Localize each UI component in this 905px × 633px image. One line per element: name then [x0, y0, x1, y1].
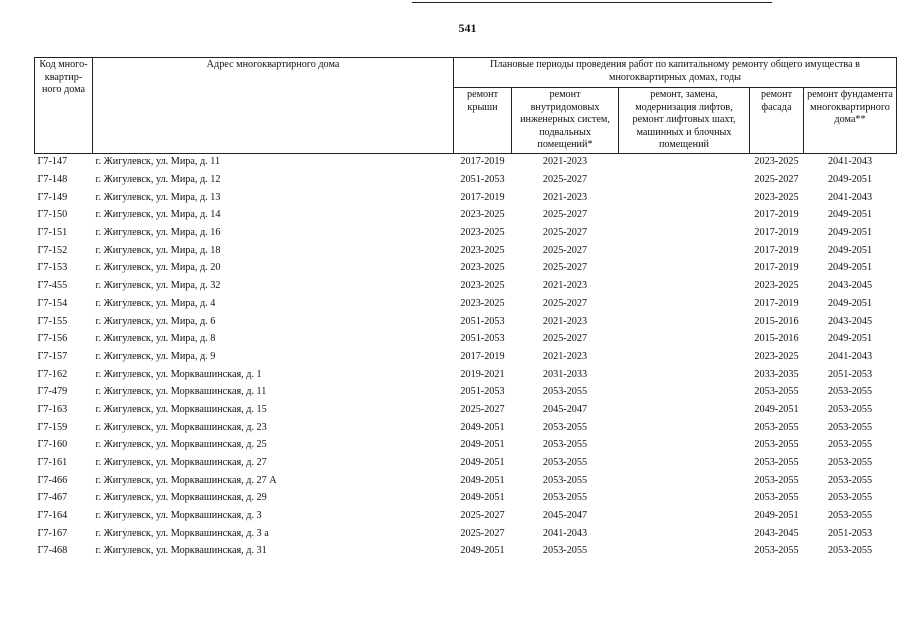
cell-address: г. Жигулевск, ул. Мира, д. 6 — [95, 315, 216, 327]
table-row — [35, 313, 897, 331]
cell-address: г. Жигулевск, ул. Мира, д. 20 — [95, 262, 221, 274]
cell-elevators — [619, 437, 750, 455]
cell-address: г. Жигулевск, ул. Морквашинская, д. 23 — [95, 421, 267, 433]
cell-systems: 2025-2027 — [542, 333, 588, 345]
cell-roof: 2051-2053 — [460, 386, 505, 398]
cell-systems: 2021-2023 — [542, 315, 588, 327]
cell-facade: 2053-2055 — [754, 421, 799, 433]
cell-facade: 2053-2055 — [754, 545, 799, 557]
cell-elevators — [619, 490, 750, 508]
table-row — [35, 507, 897, 525]
cell-code: Г7-156 — [37, 333, 68, 345]
header-elevators: ремонт, замена, модернизация лифтов, ремонт лифтовых шахт, машинных и блочных помещений — [619, 88, 750, 154]
cell-elevators — [619, 525, 750, 543]
cell-code: Г7-466 — [37, 474, 68, 486]
cell-address: г. Жигулевск, ул. Мира, д. 18 — [95, 244, 221, 256]
cell-code: Г7-147 — [37, 156, 68, 168]
cell-elevators — [619, 153, 750, 171]
cell-roof: 2049-2051 — [460, 439, 505, 451]
cell-code: Г7-155 — [37, 315, 68, 327]
cell-systems: 2021-2023 — [542, 191, 588, 203]
cell-foundation: 2053-2055 — [827, 510, 873, 522]
cell-elevators — [619, 313, 750, 331]
cell-facade: 2015-2016 — [754, 333, 799, 345]
cell-facade: 2017-2019 — [754, 262, 799, 274]
cell-address: г. Жигулевск, ул. Мира, д. 14 — [95, 209, 221, 221]
table-row — [35, 525, 897, 543]
table-row — [35, 242, 897, 260]
cell-code: Г7-455 — [37, 280, 68, 292]
cell-foundation: 2053-2055 — [827, 439, 873, 451]
cell-facade: 2015-2016 — [754, 315, 799, 327]
table-row — [35, 330, 897, 348]
cell-address: г. Жигулевск, ул. Морквашинская, д. 11 — [95, 386, 267, 398]
cell-elevators — [619, 295, 750, 313]
cell-foundation: 2053-2055 — [827, 474, 873, 486]
table-row — [35, 171, 897, 189]
table-row — [35, 277, 897, 295]
cell-address: г. Жигулевск, ул. Морквашинская, д. 1 — [95, 368, 262, 380]
cell-facade: 2053-2055 — [754, 439, 799, 451]
cell-roof: 2023-2025 — [460, 280, 505, 292]
cell-code: Г7-151 — [37, 227, 68, 239]
cell-foundation: 2049-2051 — [827, 209, 873, 221]
cell-foundation: 2049-2051 — [827, 262, 873, 274]
cell-roof: 2049-2051 — [460, 545, 505, 557]
cell-systems: 2025-2027 — [542, 227, 588, 239]
cell-address: г. Жигулевск, ул. Морквашинская, д. 15 — [95, 403, 267, 415]
cell-facade: 2049-2051 — [754, 403, 799, 415]
cell-code: Г7-150 — [37, 209, 68, 221]
cell-elevators — [619, 330, 750, 348]
cell-systems: 2053-2055 — [542, 421, 588, 433]
cell-systems: 2053-2055 — [542, 439, 588, 451]
table-row — [35, 454, 897, 472]
cell-address: г. Жигулевск, ул. Мира, д. 12 — [95, 174, 221, 186]
cell-facade: 2017-2019 — [754, 297, 799, 309]
cell-systems: 2053-2055 — [542, 492, 588, 504]
cell-code: Г7-479 — [37, 386, 68, 398]
cell-roof: 2017-2019 — [460, 191, 505, 203]
cell-roof: 2051-2053 — [460, 315, 505, 327]
cell-facade: 2017-2019 — [754, 227, 799, 239]
cell-foundation: 2053-2055 — [827, 386, 873, 398]
cell-facade: 2025-2027 — [754, 174, 799, 186]
cell-facade: 2043-2045 — [754, 527, 799, 539]
cell-code: Г7-148 — [37, 174, 68, 186]
cell-systems: 2053-2055 — [542, 386, 588, 398]
cell-code: Г7-162 — [37, 368, 68, 380]
cell-roof: 2019-2021 — [460, 368, 505, 380]
cell-code: Г7-164 — [37, 510, 68, 522]
table-row — [35, 153, 897, 171]
cell-foundation: 2049-2051 — [827, 333, 873, 345]
cell-elevators — [619, 543, 750, 561]
cell-elevators — [619, 207, 750, 225]
cell-address: г. Жигулевск, ул. Мира, д. 8 — [95, 333, 216, 345]
cell-systems: 2021-2023 — [542, 280, 588, 292]
cell-foundation: 2053-2055 — [827, 457, 873, 469]
table-row — [35, 189, 897, 207]
cell-systems: 2045-2047 — [542, 510, 588, 522]
cell-address: г. Жигулевск, ул. Мира, д. 16 — [95, 227, 221, 239]
cell-facade: 2053-2055 — [754, 386, 799, 398]
cell-systems: 2041-2043 — [542, 527, 588, 539]
cell-roof: 2017-2019 — [460, 350, 505, 362]
cell-roof: 2025-2027 — [460, 403, 505, 415]
cell-elevators — [619, 260, 750, 278]
cell-facade: 2017-2019 — [754, 244, 799, 256]
cell-code: Г7-154 — [37, 297, 68, 309]
cell-address: г. Жигулевск, ул. Морквашинская, д. 27 — [95, 457, 267, 469]
cell-roof: 2023-2025 — [460, 297, 505, 309]
cell-systems: 2053-2055 — [542, 474, 588, 486]
cell-foundation: 2053-2055 — [827, 421, 873, 433]
cell-foundation: 2053-2055 — [827, 545, 873, 557]
cell-elevators — [619, 171, 750, 189]
header-foundation: ремонт фундамента многоквартирного дома** — [804, 88, 897, 154]
cell-elevators — [619, 507, 750, 525]
cell-roof: 2049-2051 — [460, 421, 505, 433]
cell-systems: 2031-2033 — [542, 368, 588, 380]
repair-schedule-table — [34, 57, 897, 560]
cell-address: г. Жигулевск, ул. Морквашинская, д. 29 — [95, 492, 267, 504]
header-code: Код много-квартир-ного дома — [35, 58, 93, 154]
cell-code: Г7-153 — [37, 262, 68, 274]
table-row — [35, 383, 897, 401]
cell-facade: 2017-2019 — [754, 209, 799, 221]
cell-roof: 2025-2027 — [460, 527, 505, 539]
table-row — [35, 401, 897, 419]
table-row — [35, 419, 897, 437]
cell-systems: 2025-2027 — [542, 209, 588, 221]
table-row — [35, 207, 897, 225]
cell-foundation: 2049-2051 — [827, 227, 873, 239]
cell-address: г. Жигулевск, ул. Мира, д. 4 — [95, 297, 216, 309]
cell-address: г. Жигулевск, ул. Морквашинская, д. 3 а — [95, 527, 269, 539]
table-row — [35, 295, 897, 313]
cell-code: Г7-149 — [37, 191, 68, 203]
cell-roof: 2049-2051 — [460, 474, 505, 486]
cell-foundation: 2051-2053 — [827, 368, 873, 380]
cell-foundation: 2053-2055 — [827, 403, 873, 415]
cell-facade: 2023-2025 — [754, 191, 799, 203]
table-row — [35, 437, 897, 455]
cell-foundation: 2043-2045 — [827, 280, 873, 292]
cell-address: г. Жигулевск, ул. Мира, д. 9 — [95, 350, 216, 362]
cell-facade: 2023-2025 — [754, 280, 799, 292]
table-row — [35, 366, 897, 384]
cell-address: г. Жигулевск, ул. Морквашинская, д. 27 А — [95, 474, 277, 486]
cell-elevators — [619, 366, 750, 384]
cell-roof: 2025-2027 — [460, 510, 505, 522]
cell-roof: 2017-2019 — [460, 156, 505, 168]
cell-roof: 2051-2053 — [460, 333, 505, 345]
cell-systems: 2053-2055 — [542, 545, 588, 557]
cell-facade: 2049-2051 — [754, 510, 799, 522]
cell-roof: 2049-2051 — [460, 457, 505, 469]
top-rule — [412, 2, 772, 3]
cell-address: г. Жигулевск, ул. Мира, д. 32 — [95, 280, 221, 292]
cell-foundation: 2043-2045 — [827, 315, 873, 327]
cell-systems: 2021-2023 — [542, 156, 588, 168]
cell-facade: 2053-2055 — [754, 474, 799, 486]
cell-systems: 2025-2027 — [542, 174, 588, 186]
cell-roof: 2023-2025 — [460, 244, 505, 256]
page-number: 541 — [458, 21, 477, 35]
cell-foundation: 2041-2043 — [827, 156, 873, 168]
cell-elevators — [619, 383, 750, 401]
cell-foundation: 2049-2051 — [827, 297, 873, 309]
cell-roof: 2051-2053 — [460, 174, 505, 186]
cell-code: Г7-161 — [37, 457, 68, 469]
table-row — [35, 224, 897, 242]
cell-elevators — [619, 454, 750, 472]
cell-facade: 2033-2035 — [754, 368, 799, 380]
cell-foundation: 2051-2053 — [827, 527, 873, 539]
table-body — [35, 153, 897, 560]
cell-foundation: 2041-2043 — [827, 350, 873, 362]
cell-elevators — [619, 277, 750, 295]
cell-roof: 2049-2051 — [460, 492, 505, 504]
cell-code: Г7-163 — [37, 403, 68, 415]
cell-address: г. Жигулевск, ул. Мира, д. 11 — [95, 156, 221, 168]
cell-foundation: 2041-2043 — [827, 191, 873, 203]
cell-address: г. Жигулевск, ул. Морквашинская, д. 31 — [95, 545, 267, 557]
cell-elevators — [619, 348, 750, 366]
cell-code: Г7-152 — [37, 244, 68, 256]
cell-foundation: 2049-2051 — [827, 244, 873, 256]
cell-elevators — [619, 224, 750, 242]
cell-code: Г7-468 — [37, 545, 68, 557]
cell-systems: 2025-2027 — [542, 262, 588, 274]
table-row — [35, 543, 897, 561]
table-row — [35, 472, 897, 490]
cell-systems: 2025-2027 — [542, 244, 588, 256]
cell-elevators — [619, 189, 750, 207]
cell-facade: 2053-2055 — [754, 492, 799, 504]
cell-code: Г7-157 — [37, 350, 68, 362]
cell-systems: 2045-2047 — [542, 403, 588, 415]
cell-code: Г7-167 — [37, 527, 68, 539]
cell-elevators — [619, 419, 750, 437]
header-address: Адрес многоквартирного дома — [93, 58, 454, 154]
cell-foundation: 2053-2055 — [827, 492, 873, 504]
cell-facade: 2053-2055 — [754, 457, 799, 469]
cell-systems: 2021-2023 — [542, 350, 588, 362]
cell-address: г. Жигулевск, ул. Морквашинская, д. 3 — [95, 510, 262, 522]
cell-systems: 2053-2055 — [542, 457, 588, 469]
cell-facade: 2023-2025 — [754, 156, 799, 168]
table-row — [35, 348, 897, 366]
cell-roof: 2023-2025 — [460, 262, 505, 274]
header-roof: ремонт крыши — [454, 88, 512, 154]
cell-systems: 2025-2027 — [542, 297, 588, 309]
cell-address: г. Жигулевск, ул. Мира, д. 13 — [95, 191, 221, 203]
cell-foundation: 2049-2051 — [827, 174, 873, 186]
cell-roof: 2023-2025 — [460, 209, 505, 221]
header-facade: ремонт фасада — [750, 88, 804, 154]
cell-code: Г7-467 — [37, 492, 68, 504]
cell-code: Г7-160 — [37, 439, 68, 451]
header-systems: ремонт внутридомовых инженерных систем, подвальных помещений* — [512, 88, 619, 154]
cell-elevators — [619, 401, 750, 419]
cell-facade: 2023-2025 — [754, 350, 799, 362]
table-row — [35, 490, 897, 508]
cell-roof: 2023-2025 — [460, 227, 505, 239]
cell-elevators — [619, 472, 750, 490]
table-row — [35, 260, 897, 278]
header-periods: Плановые периоды проведения работ по капитальному ремонту общего имущества в многоквартирных домах, годы — [454, 58, 897, 88]
cell-address: г. Жигулевск, ул. Морквашинская, д. 25 — [95, 439, 267, 451]
cell-code: Г7-159 — [37, 421, 68, 433]
cell-elevators — [619, 242, 750, 260]
